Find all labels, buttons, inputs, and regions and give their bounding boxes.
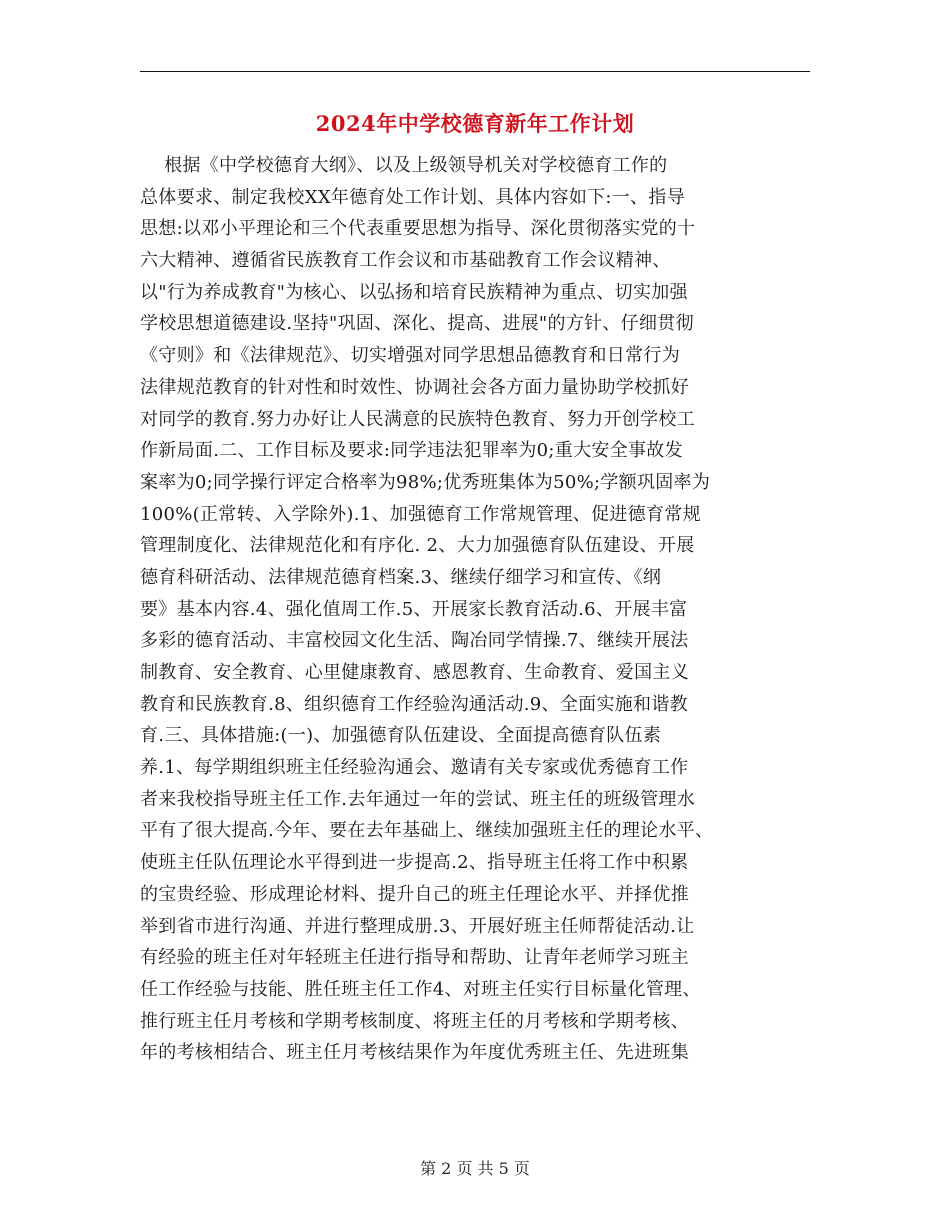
body-text-line: 法律规范教育的针对性和时效性、协调社会各方面力量协助学校抓好 <box>140 376 689 398</box>
body-text-line: 使班主任队伍理论水平得到进一步提高.2、指导班主任将工作中积累 <box>140 852 689 874</box>
body-text-line: 平有了很大提高.今年、要在去年基础上、继续加强班主任的理论水平、 <box>140 820 714 842</box>
document-title: 2024年中学校德育新年工作计划 <box>315 111 635 136</box>
body-text-line: 100%(正常转、入学除外).1、加强德育工作常规管理、促进德育常规 <box>140 503 701 525</box>
body-text-line: 根据《中学校德育大纲》、以及上级领导机关对学校德育工作的 <box>140 155 668 176</box>
body-text-line: 年的考核相结合、班主任月考核结果作为年度优秀班主任、先进班集 <box>140 1042 689 1064</box>
document-body <box>140 150 820 1069</box>
body-text-line: 六大精神、遵循省民族教育工作会议和市基础教育工作会议精神、 <box>140 250 671 272</box>
body-text-line: 学校思想道德建设.坚持"巩固、深化、提高、进展"的方针、仔细贯彻 <box>140 313 694 335</box>
body-text-line: 有经验的班主任对年轻班主任进行指导和帮助、让青年老师学习班主 <box>140 947 689 969</box>
body-text-line: 教育和民族教育.8、组织德育工作经验沟通活动.9、全面实施和谐教 <box>140 693 688 715</box>
body-text-line: 制教育、安全教育、心里健康教育、感恩教育、生命教育、爱国主义 <box>140 662 689 683</box>
body-text-line: 以"行为养成教育"为核心、以弘扬和培育民族精神为重点、切实加强 <box>140 281 688 303</box>
body-text-line: 任工作经验与技能、胜任班主任工作4、对班主任实行目标量化管理、 <box>140 978 701 1000</box>
body-text-line: 举到省市进行沟通、并进行整理成册.3、开展好班主任师帮徒活动.让 <box>140 915 695 937</box>
header-rule <box>140 71 810 72</box>
body-text-line: 德育科研活动、法律规范德育档案.3、继续仔细学习和宣传、《纲 <box>140 566 662 588</box>
body-text-line: 养.1、每学期组织班主任经验沟通会、邀请有关专家或优秀德育工作 <box>140 757 689 779</box>
body-text-line: 总体要求、制定我校XX年德育处工作计划、具体内容如下:一、指导 <box>140 186 685 208</box>
body-text-line: 案率为0;同学操行评定合格率为98%;优秀班集体为50%;学额巩固率为 <box>140 471 711 493</box>
body-text-line: 推行班主任月考核和学期考核制度、将班主任的月考核和学期考核、 <box>140 1010 689 1032</box>
body-text-line: 者来我校指导班主任工作.去年通过一年的尝试、班主任的班级管理水 <box>140 788 696 810</box>
body-text-line: 管理制度化、法律规范化和有序化. 2、大力加强德育队伍建设、开展 <box>140 535 695 557</box>
body-text-line: 的宝贵经验、形成理论材料、提升自己的班主任理论水平、并择优推 <box>140 883 689 905</box>
body-text-line: 多彩的德育活动、丰富校园文化生活、陶冶同学情操.7、继续开展法 <box>140 630 689 652</box>
body-text-line: 育.三、具体措施:(一)、加强德育队伍建设、全面提高德育队伍素 <box>140 725 662 747</box>
body-text-line: 对同学的教育.努力办好让人民满意的民族特色教育、努力开创学校工 <box>140 408 696 430</box>
page-number-footer: 第 2 页 共 5 页 <box>420 1159 530 1178</box>
body-text-line: 作新局面.二、工作目标及要求:同学违法犯罪率为0;重大安全事故发 <box>140 440 683 462</box>
body-text-line: 《守则》和《法律规范》、切实增强对同学思想品德教育和日常行为 <box>140 345 680 367</box>
body-text-line: 要》基本内容.4、强化值周工作.5、开展家长教育活动.6、开展丰富 <box>140 598 688 620</box>
body-text-line: 思想:以邓小平理论和三个代表重要思想为指导、深化贯彻落实党的十 <box>140 218 696 240</box>
